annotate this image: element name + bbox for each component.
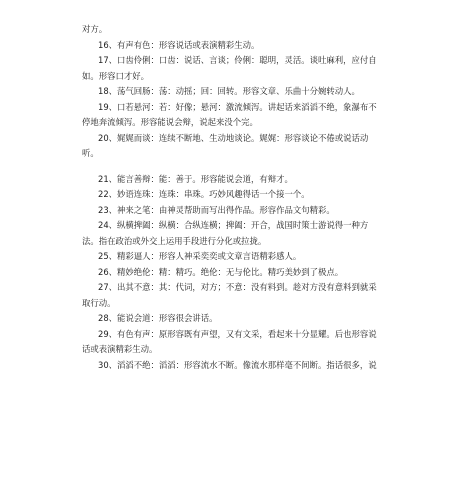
entry-21: 21、能言善辩：能：善于。形容能说会道，有辩才。 [98,173,293,184]
entry-19: 19、口若悬河：若：好像；悬河：激流倾泻。讲起话来滔滔不绝，象瀑布不停地奔流倾泻。形容能说会辩，说起来没个完。 [82,101,377,127]
document-body [82,22,378,373]
entry-28: 28、能说会道：形容很会讲话。 [98,313,218,323]
entry-23: 23、神来之笔：由神灵帮助而写出得作品。形容作品文句精彩。 [98,204,335,215]
entry-22: 22、妙语连珠：连珠：串珠。巧妙风趣得话一个接一个。 [98,189,310,199]
entry-16: 16、有声有色：形容说话或表演精彩生动。 [98,39,260,50]
text-line-continuation: 对方。 [82,24,108,34]
entry-26: 26、精妙绝伦：精：精巧。绝伦：无与伦比。精巧美妙到了极点。 [98,266,344,277]
entry-27: 27、出其不意：其：代词，对方；不意：没有料到。趁对方没有意料到就采取行动。 [82,282,377,308]
entry-20: 20、娓娓而谈：连续不断地、生动地谈论。娓娓：形容谈论不倦或说话动听。 [82,132,369,158]
entry-29: 29、有色有声：原形容既有声望，又有文采，看起来十分显耀。后也形容说话或表演精彩生动。 [82,328,377,354]
entry-25: 25、精彩逼人：形容人神采奕奕或文章言语精彩感人。 [98,251,302,261]
entry-30: 30、滔滔不绝：滔滔：形容流水不断。像流水那样毫不间断。指话很多，说 [98,359,377,370]
entry-17: 17、口齿伶俐：口齿：说话、言谈；伶俐：聪明，灵活。谈吐麻利，应付自如。形容口才好。 [82,55,377,81]
entry-18: 18、荡气回肠：荡：动摇；回：回转。形容文章、乐曲十分婉转动人。 [98,86,360,96]
entry-24: 24、纵横捭阖：纵横：合纵连横；捭阖：开合，战国时策士游说得一种方法。指在政治或外交上运用手段进行分化或拉拢。 [82,220,369,246]
paragraph-gap [82,162,378,172]
